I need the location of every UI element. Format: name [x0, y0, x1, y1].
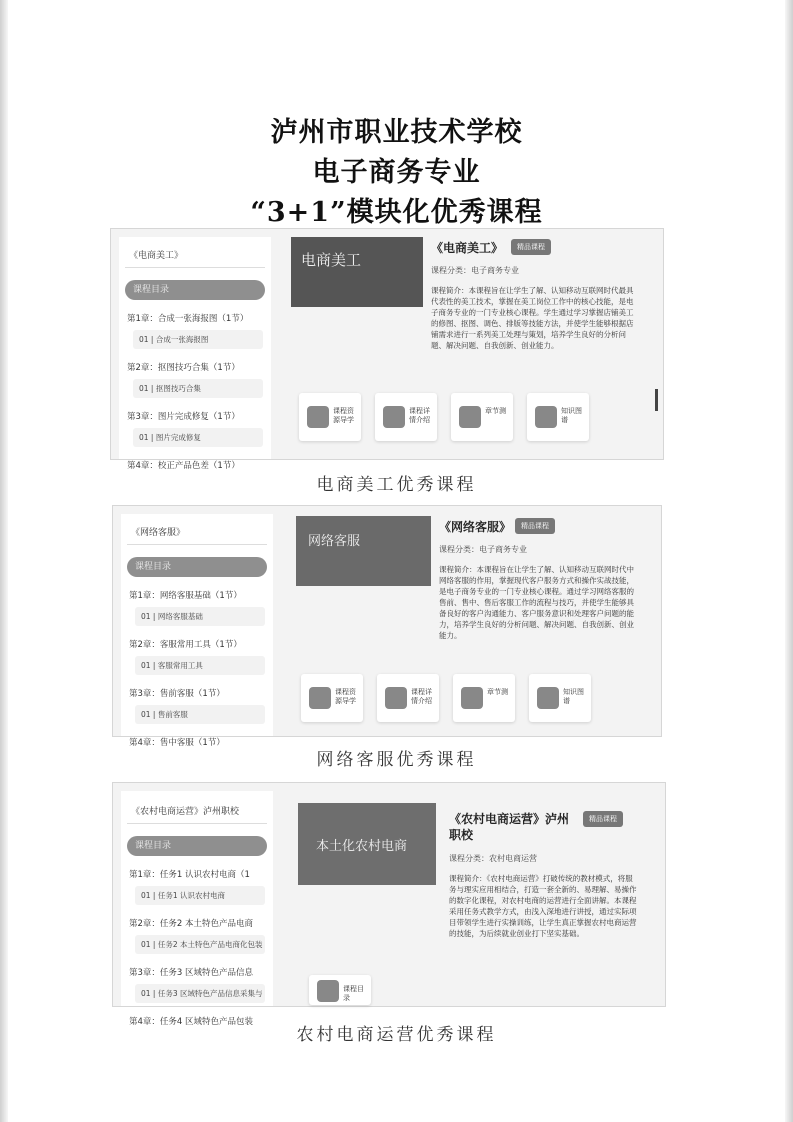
feature-card[interactable]: 章节测	[453, 674, 515, 722]
course-cover-image	[298, 803, 436, 885]
catalog-pill[interactable]: 课程目录	[125, 280, 265, 300]
knowledge-graph-icon	[537, 687, 559, 709]
feature-card[interactable]: 章节测	[451, 393, 513, 441]
quiz-icon	[459, 406, 481, 428]
course-name: 《网络客服》	[439, 520, 512, 534]
section-item[interactable]: 01 | 任务1 认识农村电商	[135, 886, 265, 905]
section-item[interactable]: 01 | 图片完成修复	[133, 428, 263, 447]
chapter-item[interactable]: 第2章：客服常用工具（1节）	[129, 640, 242, 650]
screenshot-nongcun-dianshang	[112, 782, 666, 1027]
feature-card[interactable]: 课程详情介绍	[375, 393, 437, 441]
major-title: 电子商务专业	[312, 157, 481, 188]
sidebar-header[interactable]: 《网络客服》	[127, 522, 267, 545]
course-intro: 课程简介：《农村电商运营》打破传统的教材模式，将服务与理实应用相结合，打造一套全新的、易理解、易操作的数字化课程，对农村电商的运营进行全面讲解。本课程采用任务式教学方式，由浅入深地进行讲授，通过实际项目带领学生进行实操训练，让学生真正掌握农村电商运营的技能，为后续就业创业打下坚实基础。	[449, 874, 637, 938]
detail-icon	[383, 406, 405, 428]
course-intro: 课程简介：本课程旨在让学生了解、认知移动互联网时代最具代表性的美工技术，掌握在美工岗位工作中的核心技能，是电子商务专业的一门专业核心课程。学生通过学习掌握店铺美工的修图、抠图、调色、排版等技能方法，并使学生能够根据店铺需求进行一系列美工处理与策划，培养学生良好的分析问题、解决问题、自我创新、创业能力。	[431, 286, 634, 350]
sidebar-header[interactable]: 《农村电商运营》泸州职校	[127, 801, 267, 824]
knowledge-graph-icon	[535, 406, 557, 428]
course-sidebar	[121, 791, 273, 1027]
chapter-item[interactable]: 第3章：任务3 区域特色产品信息	[129, 968, 254, 978]
screenshot-dianshang-meigong	[110, 228, 664, 471]
section-item[interactable]: 01 | 售前客服	[135, 705, 265, 724]
feature-card[interactable]: 课程目录	[309, 975, 371, 1005]
course-name: 《电商美工》	[431, 241, 504, 255]
chapter-item[interactable]: 第4章：售中客服（1节）	[129, 738, 225, 748]
chapter-item[interactable]: 第4章：校正产品色差（1节）	[127, 461, 240, 471]
catalog-pill[interactable]: 课程目录	[127, 557, 267, 577]
chapter-item[interactable]: 第1章：任务1 认识农村电商（1	[129, 870, 250, 880]
section-item[interactable]: 01 | 合成一张海报图	[133, 330, 263, 349]
detail-icon	[385, 687, 407, 709]
chapter-item[interactable]: 第1章：网络客服基础（1节）	[129, 591, 242, 601]
caption-nongcun: 农村电商运营优秀课程	[296, 1025, 497, 1045]
course-sidebar	[121, 514, 273, 748]
chapter-item[interactable]: 第2章：任务2 本土特色产品电商	[129, 919, 254, 929]
chapter-item[interactable]: 第3章：图片完成修复（1节）	[127, 412, 240, 422]
quality-badge: 精品课程	[583, 811, 623, 827]
feature-card[interactable]: 知识图谱	[527, 393, 589, 441]
sidebar-header[interactable]: 《电商美工》	[125, 245, 265, 268]
course-collection-title: “3+1”模块化优秀课程	[250, 197, 543, 228]
course-category: 课程分类：农村电商运营	[449, 854, 537, 863]
catalog-icon	[317, 980, 339, 1002]
feature-card[interactable]: 知识图谱	[529, 674, 591, 722]
chapter-item[interactable]: 第3章：售前客服（1节）	[129, 689, 225, 699]
school-title: 泸州市职业技术学校	[270, 117, 523, 148]
cover-text: 网络客服	[308, 534, 361, 549]
scrollbar[interactable]	[655, 389, 658, 411]
screenshot-wangluo-kefu	[112, 505, 662, 748]
cover-text: 本土化农村电商	[316, 839, 408, 854]
course-cover-image	[291, 237, 423, 307]
quality-badge: 精品课程	[511, 239, 551, 255]
caption-meigong: 电商美工优秀课程	[316, 475, 477, 495]
section-item[interactable]: 01 | 任务3 区域特色产品信息采集与	[135, 984, 265, 1003]
catalog-pill[interactable]: 课程目录	[127, 836, 267, 856]
cover-text: 电商美工	[301, 251, 362, 269]
feature-card[interactable]: 课程详情介绍	[377, 674, 439, 722]
course-name: 《农村电商运营》泸州职校	[449, 812, 570, 842]
course-category: 课程分类：电子商务专业	[439, 545, 527, 554]
course-cover-image	[296, 516, 431, 586]
course-intro: 课程简介：本课程旨在让学生了解、认知移动互联网时代中网络客服的作用，掌握现代客户服务方式和操作实战技能，是电子商务专业的一门专业核心课程。通过学习网络客服的售前、售中、售后客服工作的流程与技巧，并使学生能够具备良好的客户沟通能力、客户服务意识和处理客户问题的能力，培养学生良好的分析问题、解决问题、自我创新、创业能力。	[439, 565, 634, 640]
course-sidebar	[119, 237, 271, 471]
quiz-icon	[461, 687, 483, 709]
course-category: 课程分类：电子商务专业	[431, 266, 519, 275]
resource-icon	[309, 687, 331, 709]
chapter-item[interactable]: 第4章：任务4 区域特色产品包装	[129, 1017, 254, 1027]
feature-card[interactable]: 课程资源导学	[301, 674, 363, 722]
feature-card[interactable]: 课程资源导学	[299, 393, 361, 441]
chapter-item[interactable]: 第1章：合成一张海报图（1节）	[127, 314, 249, 324]
chapter-item[interactable]: 第2章：抠图技巧合集（1节）	[127, 363, 240, 373]
quality-badge: 精品课程	[515, 518, 555, 534]
section-item[interactable]: 01 | 抠图技巧合集	[133, 379, 263, 398]
caption-kefu: 网络客服优秀课程	[316, 750, 477, 770]
resource-icon	[307, 406, 329, 428]
section-item[interactable]: 01 | 任务2 本土特色产品电商化包装	[135, 935, 265, 954]
section-item[interactable]: 01 | 客服常用工具	[135, 656, 265, 675]
section-item[interactable]: 01 | 网络客服基础	[135, 607, 265, 626]
